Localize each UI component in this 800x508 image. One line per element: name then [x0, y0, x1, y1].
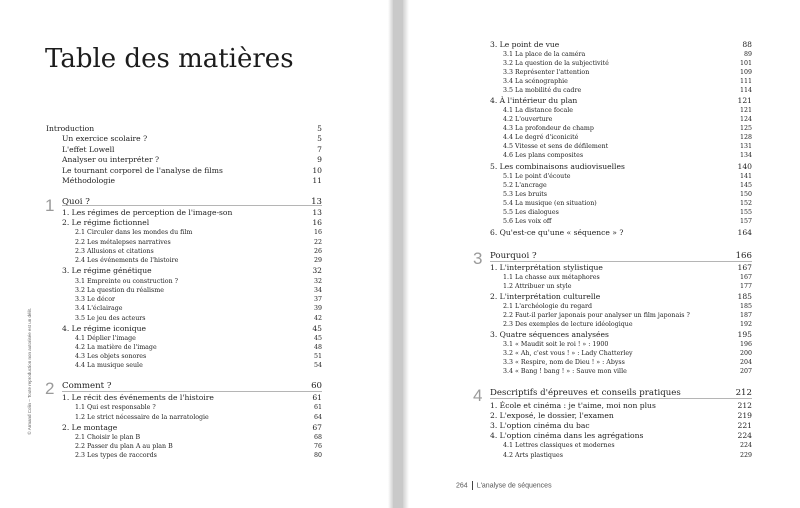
- toc-entry-title: 4. Le régime iconique: [62, 324, 146, 333]
- toc-entry-title: 4.1 Lettres classiques et modernes: [503, 442, 615, 449]
- toc-entry[interactable]: [490, 292, 752, 302]
- toc-entry-page: 26: [313, 248, 322, 255]
- toc-entry-title: 2.3 Allusions et citations: [75, 248, 154, 255]
- toc-entry-title: L'effet Lowell: [62, 145, 115, 154]
- toc-entry-page: 167: [737, 263, 752, 272]
- toc-entry-title: 3.5 La mobilité du cadre: [503, 87, 582, 94]
- toc-entry-page: 29: [313, 257, 322, 264]
- toc-entry-title: 4.3 Les objets sonores: [75, 353, 147, 360]
- toc-entry-page: 34: [313, 287, 322, 294]
- toc-entry-title: 3. Quatre séquences analysées: [490, 330, 609, 339]
- toc-entry-title: 1. École et cinéma : je t'aime, moi non plus: [490, 401, 656, 410]
- toc-entry-title: 3.3 Représenter l'attention: [503, 69, 590, 76]
- toc-subentry[interactable]: [503, 320, 752, 330]
- page-footer: [456, 481, 552, 490]
- toc-entry-title: 5.1 Le point d'écoute: [503, 173, 571, 180]
- toc-entry-page: 229: [739, 452, 752, 459]
- toc-entry-page: 9: [317, 155, 322, 164]
- toc-subentry[interactable]: [503, 151, 752, 161]
- chapter-page: 212: [735, 388, 752, 398]
- toc-entry-page: 61: [313, 404, 322, 411]
- toc-entry-title: 3.5 Le jeu des acteurs: [75, 315, 146, 322]
- toc-entry-page: 32: [313, 278, 322, 285]
- toc-entry-page: 140: [737, 162, 752, 171]
- toc-entry[interactable]: [490, 411, 752, 421]
- toc-entry-page: 155: [739, 209, 752, 216]
- toc-entry-title: Analyser ou interpréter ?: [62, 155, 160, 164]
- chapter-number-4: 4: [473, 386, 483, 405]
- toc-subentry[interactable]: [75, 256, 322, 266]
- toc-subentry[interactable]: [75, 451, 322, 461]
- toc-entry-title: 4.5 Vitesse et sens de défilement: [503, 143, 609, 150]
- toc-entry-page: 39: [313, 305, 322, 312]
- toc-entry-page: 89: [743, 51, 752, 58]
- toc-entry-page: 121: [739, 107, 752, 114]
- toc-entry-page: 11: [312, 176, 322, 185]
- toc-entry-page: 76: [313, 443, 322, 450]
- toc-entry-page: 196: [739, 341, 752, 348]
- toc-entry-page: 64: [313, 414, 322, 421]
- toc-entry-title: 2.2 Les métalepses narratives: [75, 239, 171, 246]
- toc-subentry[interactable]: [75, 314, 322, 324]
- toc-entry-title: 3.2 La question du réalisme: [75, 287, 164, 294]
- toc-entry-page: 125: [739, 125, 752, 132]
- chapter-title: Descriptifs d'épreuves et conseils pratiques: [490, 388, 681, 398]
- toc-entry-title: 3.4 La scénographie: [503, 78, 568, 85]
- toc-entry[interactable]: [490, 401, 752, 411]
- toc-entry-title: 1.2 Le strict nécessaire de la narratologie: [75, 414, 209, 421]
- toc-entry[interactable]: [490, 40, 752, 50]
- toc-entry-title: 4.3 La profondeur de champ: [503, 125, 594, 132]
- toc-entry-page: 16: [312, 218, 322, 227]
- toc-entry-page: 101: [739, 60, 752, 67]
- toc-entry-page: 185: [739, 303, 752, 310]
- toc-entry-page: 141: [739, 173, 752, 180]
- toc-entry-title: Le tournant corporel de l'analyse de films: [62, 166, 223, 175]
- toc-entry[interactable]: [62, 266, 322, 276]
- toc-subentry[interactable]: [75, 228, 322, 238]
- toc-entry-title: 4.1 La distance focale: [503, 107, 573, 114]
- toc-entry[interactable]: [62, 166, 322, 176]
- chapter-3-rule: [490, 261, 752, 262]
- toc-entry-title: 3. Le régime génétique: [62, 266, 152, 275]
- toc-entry-page: 54: [313, 362, 322, 369]
- toc-subentry[interactable]: [75, 413, 322, 423]
- toc-entry-title: 1.2 Attribuer un style: [503, 283, 572, 290]
- chapter-2-rule: [62, 391, 322, 392]
- toc-entry-page: 45: [312, 324, 322, 333]
- toc-entry[interactable]: [62, 324, 322, 334]
- toc-entry-title: 3.1 « Maudit soit le roi ! » : 1900: [503, 341, 609, 348]
- toc-subentry[interactable]: [503, 282, 752, 292]
- toc-entry-page: 51: [313, 353, 322, 360]
- toc-entry[interactable]: [62, 145, 322, 155]
- toc-entry-page: 22: [313, 239, 322, 246]
- toc-entry-title: 1.1 Qui est responsable ?: [75, 404, 156, 411]
- toc-entry-page: 13: [312, 208, 322, 217]
- right-gutter-shadow: [403, 0, 409, 508]
- toc-entry[interactable]: [490, 162, 752, 172]
- toc-entry-title: 3.3 Le décor: [75, 296, 116, 303]
- toc-entry-page: 5: [317, 134, 322, 143]
- toc-entry-page: 61: [312, 393, 322, 402]
- toc-entry[interactable]: [490, 421, 752, 431]
- toc-entry-title: 4.2 L'ouverture: [503, 116, 553, 123]
- footer-page-number: 264: [456, 482, 468, 490]
- toc-entry-title: 3.1 Empreinte ou construction ?: [75, 278, 179, 285]
- toc-entry-page: 111: [739, 78, 752, 85]
- toc-entry-title: 2. Le montage: [62, 423, 118, 432]
- toc-entry-title: 5. Les combinaisons audiovisuelles: [490, 162, 625, 171]
- toc-entry-title: 3.4 L'éclairage: [75, 305, 123, 312]
- toc-entry-page: 37: [313, 296, 322, 303]
- toc-entry-page: 114: [739, 87, 752, 94]
- toc-entry-title: 3.2 La question de la subjectivité: [503, 60, 609, 67]
- toc-entry-page: 219: [737, 411, 752, 420]
- toc-entry[interactable]: [490, 228, 752, 238]
- toc-entry-title: 6. Qu'est-ce qu'une « séquence » ?: [490, 228, 624, 237]
- page-title: Table des matières: [45, 44, 294, 74]
- toc-entry-page: 121: [737, 96, 752, 105]
- toc-entry-page: 187: [739, 312, 752, 319]
- toc-entry-title: 2. L'interprétation culturelle: [490, 292, 601, 301]
- toc-entry-page: 88: [742, 40, 752, 49]
- toc-entry-page: 195: [737, 330, 752, 339]
- toc-entry-page: 152: [739, 200, 752, 207]
- chapter-title: Quoi ?: [62, 197, 90, 207]
- toc-entry-title: 2.1 Circuler dans les mondes du film: [75, 229, 193, 236]
- toc-entry-page: 185: [737, 292, 752, 301]
- right-page: [403, 0, 800, 508]
- toc-subentry[interactable]: [503, 441, 752, 451]
- toc-entry-title: 4.6 Les plans composites: [503, 152, 584, 159]
- toc-entry-page: 221: [737, 421, 752, 430]
- toc-entry-page: 207: [739, 368, 752, 375]
- toc-entry-page: 109: [739, 69, 752, 76]
- toc-subentry[interactable]: [503, 451, 752, 461]
- chapter-page: 13: [311, 197, 322, 207]
- toc-entry-page: 145: [739, 182, 752, 189]
- toc-entry-page: 157: [739, 218, 752, 225]
- chapter-number-2: 2: [45, 379, 55, 398]
- toc-subentry[interactable]: [75, 304, 322, 314]
- toc-entry-title: 4.4 Le degré d'iconicité: [503, 134, 579, 141]
- chapter-4-rule: [490, 398, 752, 399]
- toc-entry-page: 212: [737, 401, 752, 410]
- left-page: [0, 0, 393, 508]
- chapter-page: 60: [311, 381, 322, 391]
- toc-entry[interactable]: [62, 134, 322, 144]
- toc-entry-page: 42: [313, 315, 322, 322]
- chapter-heading-4[interactable]: [490, 388, 752, 398]
- toc-entry-title: 1. Le récit des événements de l'histoire: [62, 393, 214, 402]
- toc-entry-page: 131: [739, 143, 752, 150]
- toc-entry-page: 224: [737, 431, 752, 440]
- toc-entry-title: Méthodologie: [62, 176, 116, 185]
- toc-entry-page: 67: [312, 423, 322, 432]
- toc-entry-title: 3. L'option cinéma du bac: [490, 421, 590, 430]
- footer-book-title: L'analyse de séquences: [476, 482, 552, 490]
- toc-entry-title: 3. Le point de vue: [490, 40, 560, 49]
- toc-entry-page: 68: [313, 434, 322, 441]
- toc-entry-title: 5.6 Les voix off: [503, 218, 552, 225]
- toc-entry-title: 5.2 L'ancrage: [503, 182, 547, 189]
- toc-entry-title: 4.2 La matière de l'image: [75, 344, 157, 351]
- toc-entry-page: 48: [313, 344, 322, 351]
- toc-subentry[interactable]: [75, 403, 322, 413]
- toc-entry[interactable]: [490, 431, 752, 441]
- copyright-side-note: © Armand Colin – Toute reproduction non autorisée est un délit.: [27, 308, 32, 435]
- toc-entry-title: 3.1 La place de la caméra: [503, 51, 586, 58]
- toc-entry-page: 134: [739, 152, 752, 159]
- toc-entry[interactable]: [62, 218, 322, 228]
- toc-entry[interactable]: [490, 263, 752, 273]
- toc-entry-page: 200: [739, 350, 752, 357]
- toc-entry-title: Un exercice scolaire ?: [62, 134, 148, 143]
- toc-entry-page: 80: [313, 452, 322, 459]
- chapter-title: Pourquoi ?: [490, 251, 537, 261]
- toc-entry-page: 32: [312, 266, 322, 275]
- toc-entry-page: 224: [739, 442, 752, 449]
- toc-entry-page: 124: [739, 116, 752, 123]
- toc-entry-page: 192: [739, 321, 752, 328]
- toc-entry[interactable]: [62, 155, 322, 165]
- toc-entry-title: 2.3 Des exemples de lecture idéologique: [503, 321, 633, 328]
- toc-entry-title: 5.3 Les bruits: [503, 191, 548, 198]
- toc-entry-page: 167: [739, 274, 752, 281]
- toc-entry-title: 3.2 « Ah, c'est vous ! » : Lady Chatterley: [503, 350, 633, 357]
- toc-subentry[interactable]: [503, 217, 752, 227]
- footer-separator: [472, 481, 473, 490]
- toc-entry-title: 2.4 Les événements de l'histoire: [75, 257, 179, 264]
- toc-entry-page: 164: [737, 228, 752, 237]
- toc-entry[interactable]: [62, 393, 322, 403]
- toc-entry-title: 4.2 Arts plastiques: [503, 452, 563, 459]
- chapter-page: 166: [735, 251, 752, 261]
- toc-entry-page: 150: [739, 191, 752, 198]
- toc-entry-title: 2.2 Passer du plan A au plan B: [75, 443, 173, 450]
- toc-entry-page: 5: [317, 124, 322, 133]
- toc-entry-page: 10: [312, 166, 322, 175]
- toc-entry[interactable]: [490, 330, 752, 340]
- chapter-number-1: 1: [45, 196, 55, 215]
- toc-entry-title: 2. L'exposé, le dossier, l'examen: [490, 411, 614, 420]
- toc-entry-page: 177: [739, 283, 752, 290]
- toc-entry-title: 4. L'option cinéma dans les agrégations: [490, 431, 644, 440]
- chapter-number-3: 3: [473, 249, 483, 268]
- toc-entry-page: 16: [313, 229, 322, 236]
- chapter-heading-3[interactable]: [490, 251, 752, 261]
- chapter-title: Comment ?: [62, 381, 112, 391]
- left-gutter-shadow: [388, 0, 393, 508]
- toc-entry-title: 5.4 La musique (en situation): [503, 200, 597, 207]
- toc-entry-title: 2.3 Les types de raccords: [75, 452, 157, 459]
- toc-entry-title: 3.4 « Bang ! bang ! » : Sauve mon ville: [503, 368, 627, 375]
- toc-entry-page: 45: [313, 335, 322, 342]
- toc-entry-title: 2.1 L'archéologie du regard: [503, 303, 593, 310]
- toc-entry[interactable]: [62, 423, 322, 433]
- toc-entry-title: 1. L'interprétation stylistique: [490, 263, 603, 272]
- toc-entry-title: 2.1 Choisir le plan B: [75, 434, 141, 441]
- toc-entry-title: 3.3 « Respire, nom de Dieu ! » : Abyss: [503, 359, 625, 366]
- toc-entry-title: 5.5 Les dialogues: [503, 209, 559, 216]
- toc-entry-title: 2.2 Faut-il parler japonais pour analyser un film japonais ?: [503, 312, 690, 319]
- toc-entry-page: 7: [317, 145, 322, 154]
- toc-entry[interactable]: [62, 176, 322, 186]
- chapter-heading-1[interactable]: [62, 197, 322, 207]
- toc-entry[interactable]: [490, 96, 752, 106]
- toc-subentry[interactable]: [503, 86, 752, 96]
- chapter-heading-2[interactable]: [62, 381, 322, 391]
- toc-entry-title: Introduction: [46, 124, 95, 133]
- toc-entry-title: 1.1 La chasse aux métaphores: [503, 274, 600, 281]
- toc-entry-title: 4.1 Déplier l'image: [75, 335, 136, 342]
- toc-entry-title: 4. À l'intérieur du plan: [490, 96, 578, 105]
- toc-entry-title: 2. Le régime fictionnel: [62, 218, 150, 227]
- toc-subentry[interactable]: [75, 361, 322, 371]
- toc-subentry[interactable]: [503, 367, 752, 377]
- toc-entry-page: 128: [739, 134, 752, 141]
- toc-entry[interactable]: [62, 208, 322, 218]
- toc-entry-title: 1. Les régimes de perception de l'image-son: [62, 208, 233, 217]
- toc-entry-title: 4.4 La musique seule: [75, 362, 143, 369]
- toc-entry[interactable]: [46, 124, 322, 134]
- toc-entry-page: 204: [739, 359, 752, 366]
